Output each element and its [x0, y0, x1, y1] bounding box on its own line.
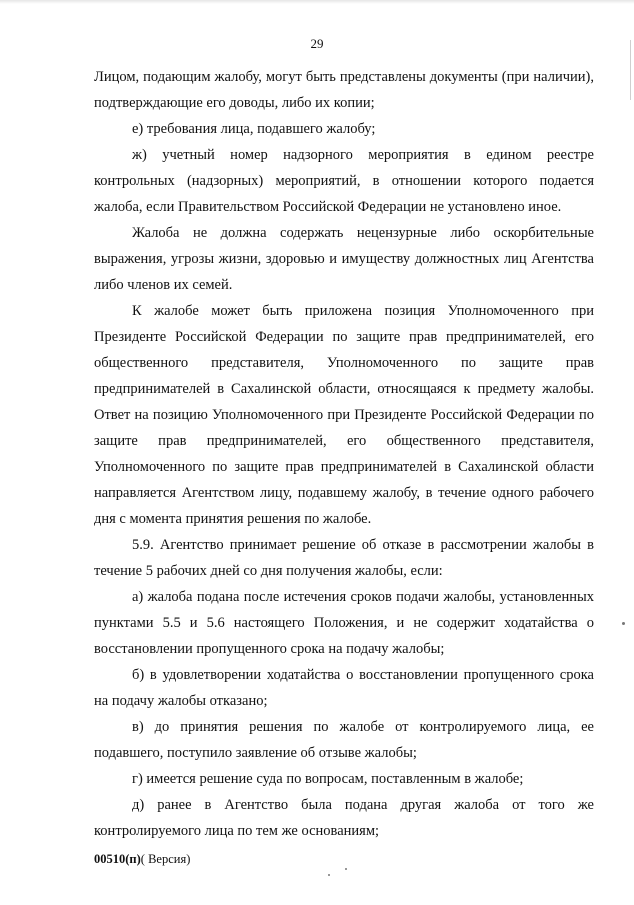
document-version: ( Версия): [140, 852, 191, 866]
paragraph-item-v: в) до принятия решения по жалобе от контролируемого лица, ее подавшего, поступило заявление об отзыве жалобы;: [94, 719, 594, 761]
paragraph-item-zh: ж) учетный номер надзорного мероприятия в едином реестре контрольных (надзорных) мероприятий, в отношении которого подается жалоба, если Правительством Российской Федерации не установлено иное.: [94, 147, 594, 215]
document-body: [94, 64, 594, 844]
scan-speck: [622, 622, 625, 625]
paragraph-continuation: Лицом, подающим жалобу, могут быть представлены документы (при наличии), подтверждающие его доводы, либо их копии;: [94, 69, 594, 111]
paragraph-item-g: г) имеется решение суда по вопросам, поставленным в жалобе;: [132, 771, 524, 787]
scan-speck: [328, 874, 330, 876]
scan-edge-mark: [630, 40, 631, 100]
document-code: 00510(п): [94, 852, 141, 866]
document-footer: [94, 851, 190, 867]
paragraph-item-b: б) в удовлетворении ходатайства о восстановлении пропущенного срока на подачу жалобы отказано;: [94, 667, 594, 709]
page-number: 29: [310, 36, 324, 51]
paragraph-section-5-9: 5.9. Агентство принимает решение об отказе в рассмотрении жалобы в течение 5 рабочих дней со дня получения жалобы, если:: [94, 537, 594, 579]
paragraph-complaint-content: Жалоба не должна содержать нецензурные либо оскорбительные выражения, угрозы жизни, здоровью и имуществу должностных лиц Агентства либо членов их семей.: [94, 225, 594, 293]
paragraph-item-e: е) требования лица, подавшего жалобу;: [132, 121, 376, 137]
scan-top-edge: [0, 0, 634, 4]
paragraph-item-a: а) жалоба подана после истечения сроков подачи жалобы, установленных пунктами 5.5 и 5.6 настоящего Положения, и не содержит ходатайства о восстановлении пропущенного срока на подачу жалобы;: [94, 589, 594, 657]
paragraph-item-d: д) ранее в Агентство была подана другая жалоба от того же контролируемого лица по тем же основаниям;: [94, 797, 594, 839]
paragraph-ombudsman-position: К жалобе может быть приложена позиция Уполномоченного при Президенте Российской Федерации по защите прав предпринимателей, его общественного представителя, Уполномоченного по защите прав предпринимателей в Сахалинской области, относящаяся к предмету жалобы. Ответ на позицию Уполномоченного при Президенте Российской Федерации по защите прав предпринимателей, его общественного представителя, Уполномоченного по защите прав предпринимателей в Сахалинской области направляется Агентством лицу, подавшему жалобу, в течение одного рабочего дня с момента принятия решения по жалобе.: [94, 303, 594, 527]
scan-speck: [345, 868, 347, 870]
